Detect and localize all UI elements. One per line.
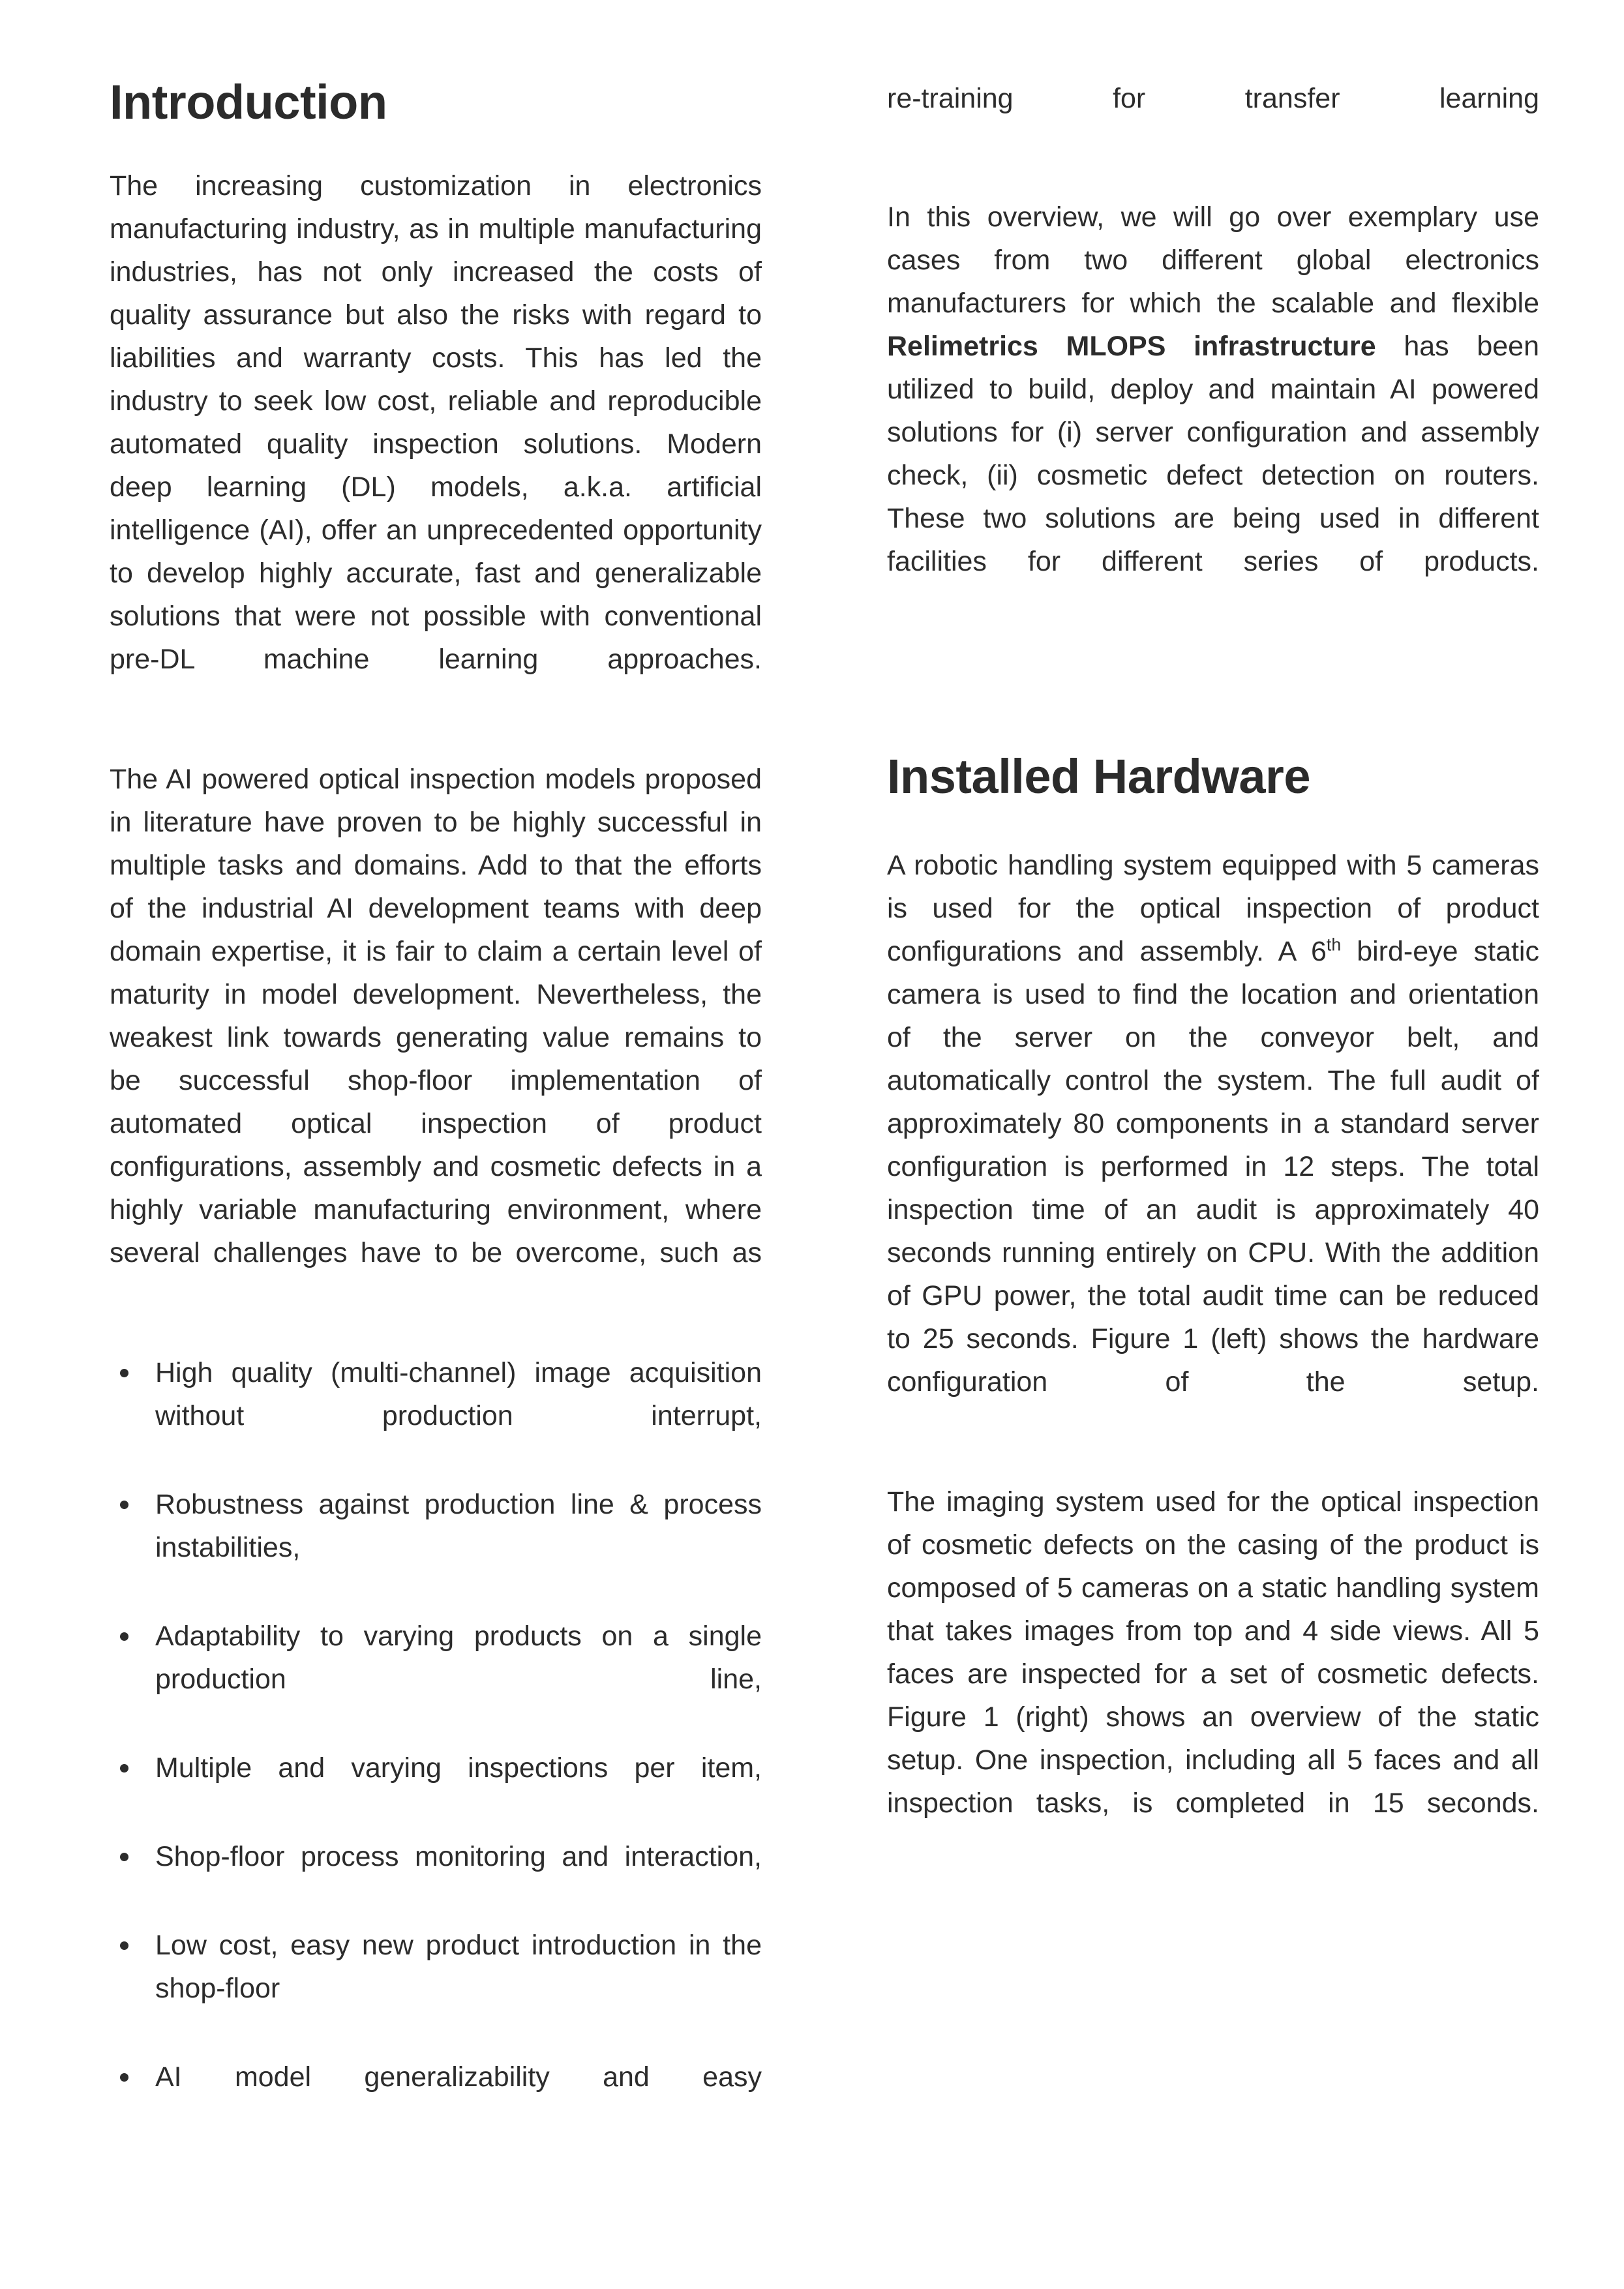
bullet-point-icon <box>120 1941 128 1950</box>
installed-hardware-title: Installed Hardware <box>887 749 1311 803</box>
list-item <box>110 1835 762 1921</box>
relimetrics-mlops-emphasis: Relimetrics MLOPS infrastructure <box>887 331 1376 362</box>
challenges-list <box>110 1351 762 2142</box>
bullet-point-icon <box>120 1764 128 1773</box>
bullet-point-icon <box>120 2073 128 2082</box>
list-item-label: Low cost, easy new product introduction in the shop-floor <box>155 1929 762 2004</box>
list-item <box>110 1924 762 2053</box>
list-item-label: Multiple and varying inspections per item, <box>155 1752 762 1784</box>
bullet-point-icon <box>120 1501 128 1509</box>
intro-paragraph-2: The AI powered optical inspection models proposed in literature have proven to be highly successful in multiple tasks and domains. Add to that the efforts of the industrial AI development teams with deep domain expertise, it is fair to claim a certain level of maturity in model development. Nevertheless, the weakest link towards generating value remains to be successful shop-floor implementation of automated optical inspection of product configurations, assembly and cosmetic defects in a highly variable manufacturing environment, where several challenges have to be overcome, such as <box>110 763 762 1268</box>
overview-text-part-2: has been utilized to build, deploy and maintain AI powered solutions for (i) server configuration and assembly check, (ii) cosmetic defect detection on routers. These two solutions are being used in different facilities for different series of products. <box>887 331 1539 577</box>
bullet-point-icon <box>120 1632 128 1641</box>
bullet-point-icon <box>120 1853 128 1861</box>
overview-paragraph <box>887 196 1539 626</box>
two-column-layout <box>110 77 1539 2144</box>
hardware-text-part-1: A robotic handling system equipped with 5 cameras is used for the optical inspection of product configurations and assembly. A 6 <box>887 849 1539 967</box>
continued-bullet-text: re-training for transfer learning <box>887 83 1539 114</box>
intro-paragraph-1: The increasing customization in electronics manufacturing industry, as in multiple manufacturing industries, has not only increased the costs of quality assurance but also the risks with regard to liabilities and warranty costs. This has led the industry to seek low cost, reliable and reproducible automated quality inspection solutions. Modern deep learning (DL) models, a.k.a. artificial intelligence (AI), offer an unprecedented opportunity to develop highly accurate, fast and generalizable solutions that were not possible with conventional pre-DL machine learning approaches. <box>110 170 762 675</box>
list-item-label: Adaptability to varying products on a single production line, <box>155 1620 762 1695</box>
overview-text-part-1: In this overview, we will go over exemplary use cases from two different global electronics manufacturers for which the scalable and flexible <box>887 202 1539 319</box>
right-column <box>887 77 1539 2144</box>
list-item-label: High quality (multi-channel) image acquisition without production interrupt, <box>155 1356 762 1431</box>
list-item <box>110 1615 762 1744</box>
left-column <box>110 77 762 2144</box>
list-item <box>110 1746 762 1833</box>
bullet-point-icon <box>120 1369 128 1377</box>
ordinal-suffix: th <box>1326 935 1342 955</box>
list-item-label: AI model generalizability and easy <box>155 2061 762 2093</box>
list-item <box>110 1483 762 1612</box>
hardware-text-part-2: bird-eye static camera is used to find the location and orientation of the server on the conveyor belt, and automatically control the system. The full audit of approximately 80 components in a standard server configuration is performed in 12 steps. The total inspection time of an audit is approximately 40 seconds running entirely on CPU. With the addition of GPU power, the total audit time can be reduced to 25 seconds. Figure 1 (left) shows the hardware configuration of the setup. <box>887 935 1539 1398</box>
imaging-system-paragraph: The imaging system used for the optical inspection of cosmetic defects on the casing of the product is composed of 5 cameras on a static handling system that takes images from top and 4 side views. All 5 faces are inspected for a set of cosmetic defects. Figure 1 (right) shows an overview of the static setup. One inspection, including all 5 faces and all inspection tasks, is completed in 15 seconds. <box>887 1486 1539 1819</box>
list-item-label: Robustness against production line & process instabilities, <box>155 1488 762 1563</box>
hardware-paragraph <box>887 844 1539 1446</box>
list-item-label: Shop-floor process monitoring and interaction, <box>155 1840 762 1872</box>
page-title: Introduction <box>110 75 387 129</box>
list-item <box>110 1351 762 1480</box>
list-item <box>110 2056 762 2142</box>
